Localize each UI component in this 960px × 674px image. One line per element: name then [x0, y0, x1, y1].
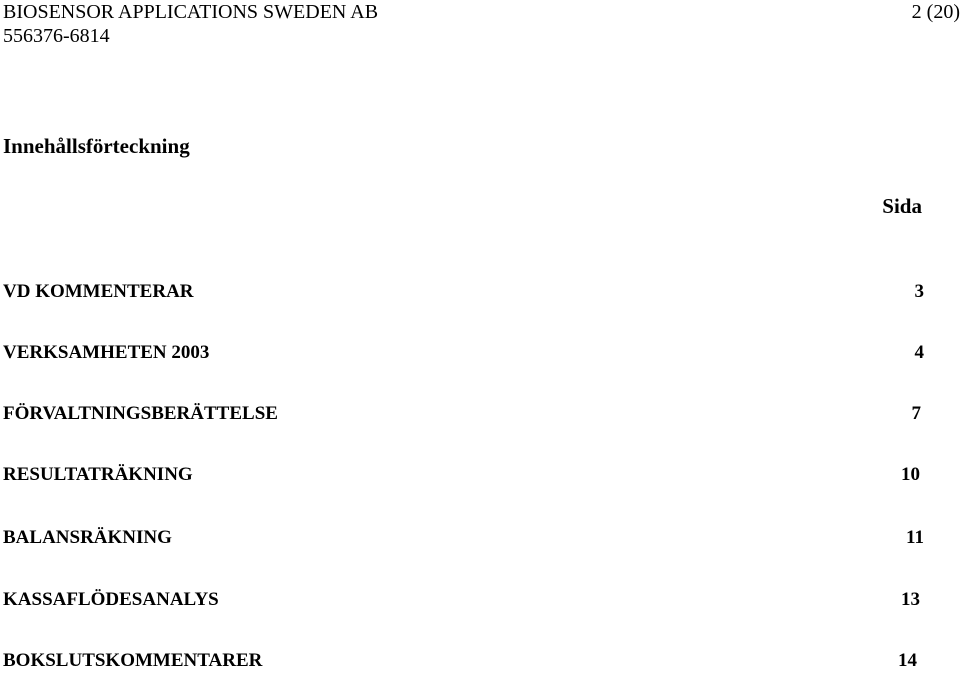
toc-entry-label: RESULTATRÄKNING — [3, 464, 193, 485]
toc-entry[interactable] — [3, 525, 924, 551]
organization-number: 556376-6814 — [3, 25, 110, 47]
toc-entry-page: 13 — [901, 589, 920, 610]
company-name: BIOSENSOR APPLICATIONS SWEDEN AB — [3, 1, 379, 23]
toc-entry[interactable] — [3, 340, 924, 366]
toc-entry-page: 4 — [914, 342, 924, 363]
toc-entry-page: 14 — [898, 650, 917, 671]
toc-entry-label: BOKSLUTSKOMMENTARER — [3, 650, 263, 671]
toc-title: Innehållsförteckning — [3, 134, 190, 158]
toc-entry-label: FÖRVALTNINGSBERÄTTELSE — [3, 403, 278, 424]
page-indicator: 2 (20) — [911, 1, 960, 23]
toc-entry[interactable] — [3, 401, 924, 427]
toc-entry-page: 3 — [914, 281, 924, 302]
toc-entry-label: VERKSAMHETEN 2003 — [3, 342, 210, 363]
toc-entry-label: KASSAFLÖDESANALYS — [3, 589, 219, 610]
toc-entry[interactable] — [3, 279, 924, 305]
toc-entry-page: 11 — [906, 527, 924, 548]
toc-entry[interactable] — [3, 587, 924, 613]
toc-entry-page: 10 — [901, 464, 920, 485]
toc-entry-page: 7 — [911, 403, 921, 424]
page-column-heading: Sida — [882, 194, 922, 218]
toc-entry[interactable] — [3, 648, 924, 674]
toc-entry-label: BALANSRÄKNING — [3, 527, 172, 548]
toc-entry-label: VD KOMMENTERAR — [3, 281, 194, 302]
toc-entry[interactable] — [3, 462, 924, 488]
